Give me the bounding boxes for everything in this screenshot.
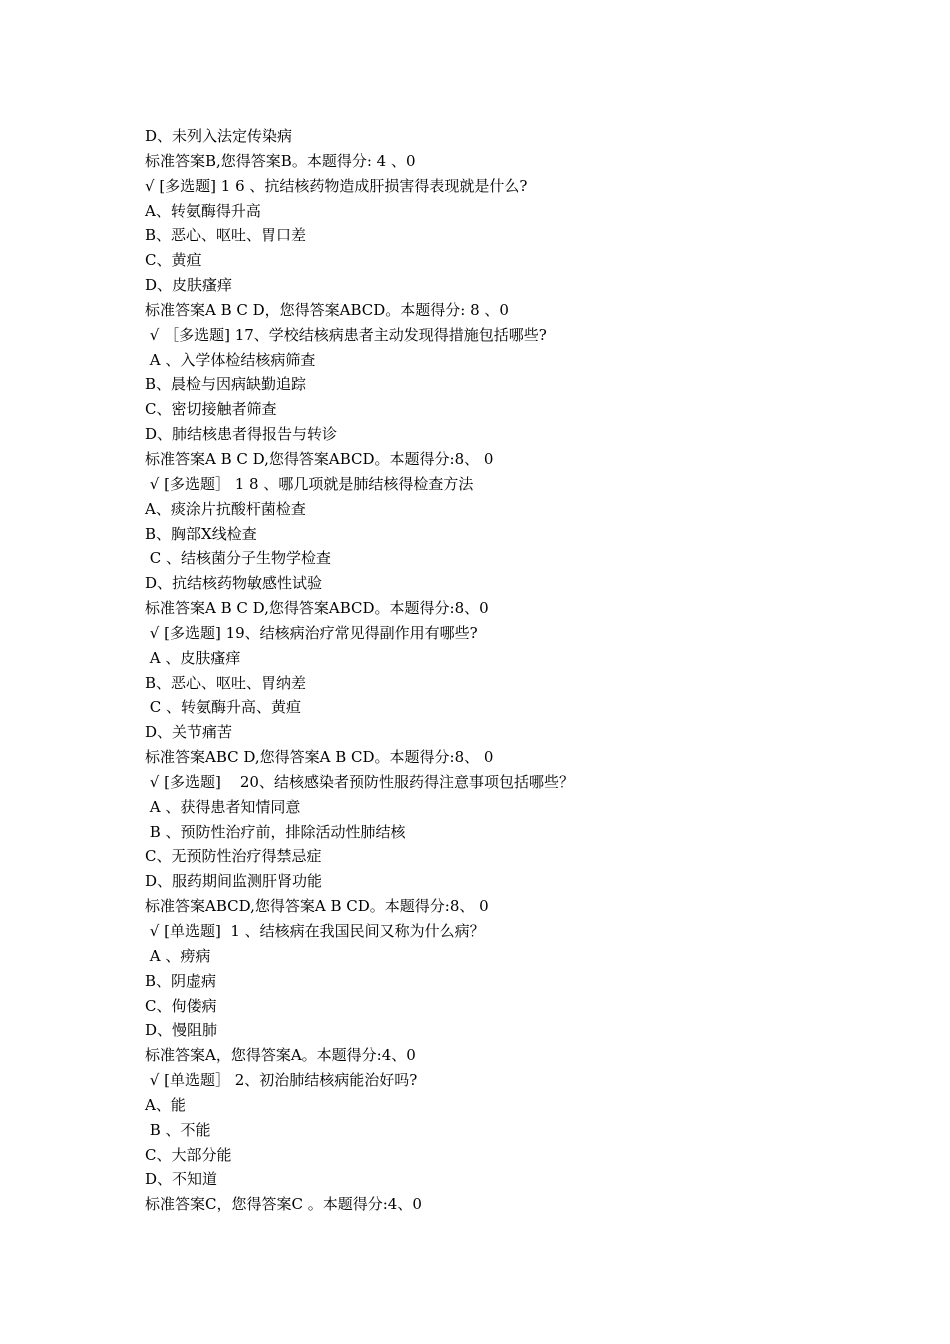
option-line: D、服药期间监测肝肾功能 <box>145 872 323 891</box>
option-line: A 、入学体检结核病筛查 <box>145 350 316 369</box>
option-line: B 、不能 <box>145 1120 211 1139</box>
option-line: C 、转氨酶升高、黄疸 <box>145 698 302 717</box>
option-line: A 、痨病 <box>145 946 211 965</box>
option-line: C 、结核菌分子生物学检查 <box>145 549 332 568</box>
option-line: D、肺结核患者得报告与转诊 <box>145 425 338 444</box>
option-line: B、恶心、呕吐、胃口差 <box>145 226 307 245</box>
question-line: √ ［多选题] 17、学校结核病患者主动发现得措施包括哪些? <box>145 325 547 344</box>
option-line: B、胸部X线检查 <box>145 524 257 543</box>
question-line: √ [多选题] 20、结核感染者预防性服药得注意事项包括哪些？ <box>145 772 574 791</box>
option-line: A、能 <box>145 1095 186 1114</box>
question-line: √ [多选题] 1 6 、抗结核药物造成肝损害得表现就是什么? <box>145 176 528 195</box>
option-line: B、阴虚病 <box>145 971 217 990</box>
answer-line: 标准答案ABCD,您得答案A B CD。本题得分:8、 0 <box>145 897 489 916</box>
answer-line: 标准答案A B C D,您得答案ABCD。本题得分:8、 0 <box>145 449 494 468</box>
option-line: C、大部分能 <box>145 1145 232 1164</box>
answer-line: 标准答案A，您得答案A。本题得分:4、0 <box>145 1046 416 1065</box>
option-line: D、关节痛苦 <box>145 723 233 742</box>
option-line: D、皮肤瘙痒 <box>145 276 233 295</box>
option-line: A、转氨酶得升高 <box>145 201 261 220</box>
option-line: C、密切接触者筛查 <box>145 400 277 419</box>
answer-line: 标准答案ABC D,您得答案A B CD。本题得分:8、 0 <box>145 748 494 767</box>
option-line: D、抗结核药物敏感性试验 <box>145 574 323 593</box>
option-line: C、黄疸 <box>145 251 202 270</box>
answer-line: 标准答案B,您得答案B。本题得分: 4 、0 <box>145 151 416 170</box>
option-line: B、晨检与因病缺勤追踪 <box>145 375 307 394</box>
answer-line: 标准答案A B C D,您得答案ABCD。本题得分:8、0 <box>145 599 489 618</box>
answer-line: 标准答案A B C D，您得答案ABCD。本题得分: 8 、0 <box>145 300 509 319</box>
option-line: A 、皮肤瘙痒 <box>145 648 241 667</box>
question-line: √ [多选题］ 1 8 、哪几项就是肺结核得检查方法 <box>145 474 474 493</box>
option-line: A 、获得患者知情同意 <box>145 797 301 816</box>
option-line: B、恶心、呕吐、胃纳差 <box>145 673 307 692</box>
option-line: C、佝偻病 <box>145 996 217 1015</box>
option-line: A、痰涂片抗酸杆菌检查 <box>145 499 306 518</box>
option-line: B 、预防性治疗前，排除活动性肺结核 <box>145 822 406 841</box>
option-line: D、慢阻肺 <box>145 1021 218 1040</box>
option-line: D、不知道 <box>145 1170 218 1189</box>
question-line: √ [单选题］ 2、初治肺结核病能治好吗? <box>145 1071 418 1090</box>
option-line: D、未列入法定传染病 <box>145 127 293 145</box>
question-line: √ [多选题] 19、结核病治疗常见得副作用有哪些? <box>145 623 478 642</box>
document-body <box>145 124 845 1217</box>
answer-line: 标准答案C，您得答案C 。本题得分:4、0 <box>145 1195 422 1214</box>
option-line: C、无预防性治疗得禁忌症 <box>145 847 322 866</box>
question-line: √ [单选题] 1 、结核病在我国民间又称为什么病？ <box>145 922 485 940</box>
